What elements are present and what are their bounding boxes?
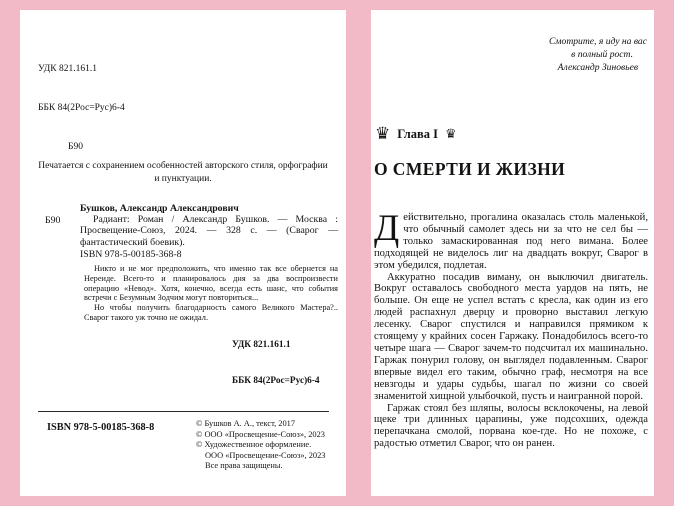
annotation-paragraph: Но чтобы получить благодарность самого Великого Мастера?.. Сварог такого уж точно не ожидал.: [84, 303, 338, 322]
copyright-line: Все права защищены.: [205, 461, 283, 471]
body-paragraph: [374, 208, 648, 272]
chapter-body: [374, 208, 648, 450]
epigraph-quote-line: в полный рост.: [571, 48, 633, 60]
copyright-line: ООО «Просвещение-Союз», 2023: [205, 450, 326, 460]
copyright-block: [196, 419, 326, 472]
body-paragraph-text: ействительно, прогалина оказалась столь маленькой, что обычный самолет здесь ни за что не сел бы — только замаскированная под него вимана. Более подходящей не виделось лиг на двадцать вокруг, Сварог в этом убедился, подлетая.: [374, 212, 648, 271]
chapter-page: [371, 10, 654, 496]
bib-author: Бушков, Александр Александрович: [80, 203, 239, 214]
annotation-paragraph: Никто и не мог предположить, что именно так все обернется на Нереиде. Всего-то и планировалось дня за два воспроизвести операцию «Невод». Хотя, конечно, всегда есть шанс, что события встречи с Безумным Зодчим могут повториться...: [84, 264, 338, 303]
udk-line: УДК 821.161.1: [38, 64, 97, 74]
copyright-line: © ООО «Просвещение-Союз», 2023: [196, 429, 325, 439]
bibliographic-entry: [45, 203, 338, 248]
isbn-number: ISBN 978-5-00185-368-8: [80, 249, 182, 260]
drop-cap: Д: [374, 208, 400, 249]
style-preservation-note: Печатается с сохранением особенностей авторского стиля, орфографии и пунктуации.: [38, 161, 328, 184]
bbk-line: ББК 84(2Рос=Рус)6-4: [38, 103, 125, 113]
classification-block-bottom: [232, 315, 320, 411]
epigraph: [411, 36, 647, 75]
epigraph-quote-line: Смотрите, я иду на вас: [549, 36, 647, 47]
body-paragraph: Гаржак стоял без шляпы, волосы всклокочены, на левой щеке три длинных царапины, уже подсохших, одежда перепачкана смолой, порвана кое-где. Но не похоже, с радостью отметил Сварог, что он ранен.: [374, 402, 648, 450]
crown-icon: ♛: [375, 124, 391, 144]
annotation-block: [84, 264, 338, 323]
chapter-title: О СМЕРТИ И ЖИЗНИ: [374, 159, 566, 179]
bib-description: Радиант: Роман / Александр Бушков. — Москва : Просвещение-Союз, 2024. — 328 с. — (Сварог — фантастический боевик).: [80, 214, 338, 248]
copyright-line: © Художественное оформление.: [196, 440, 312, 450]
crown-icon: ♛: [445, 127, 457, 142]
chapter-heading: [375, 126, 457, 143]
chapter-label: Глава I: [397, 127, 439, 141]
imprint-page: [20, 10, 346, 496]
isbn-number-bottom: ISBN 978-5-00185-368-8: [47, 422, 155, 433]
body-paragraph: Аккуратно посадив виману, он выключил двигатель. Вокруг оставалось свободного места уардов на пять, не больше. Он еще не успел встать с кресла, как один из его людей распахнул дверцу и проворно выставил легкую лесенку. Сварог спустился и направился прямиком к стоящему у крайних сосен Гаржаку. Понадобилось всего-то четыре шага — Сварог зачем-то подсчитал их машинально. Гаржак понурил голову, он выглядел подавленным. Сварог впервые видел его таким, обычно граф, несмотря на все невзгоды и удары судьбы, шагал по жизни со своей знаменитой хищной улыбочкой, пусть и наигранной порой.: [374, 271, 648, 402]
author-sign-code: Б90: [68, 142, 83, 152]
classification-block-top: [38, 37, 125, 180]
epigraph-attribution: Александр Зиновьев: [557, 62, 638, 74]
udk-line: УДК 821.161.1: [232, 340, 291, 350]
bib-code: Б90: [45, 214, 61, 226]
divider-rule: [38, 411, 329, 412]
copyright-line: © Бушков А. А., текст, 2017: [196, 419, 296, 428]
bbk-line: ББК 84(2Рос=Рус)6-4: [232, 376, 320, 386]
